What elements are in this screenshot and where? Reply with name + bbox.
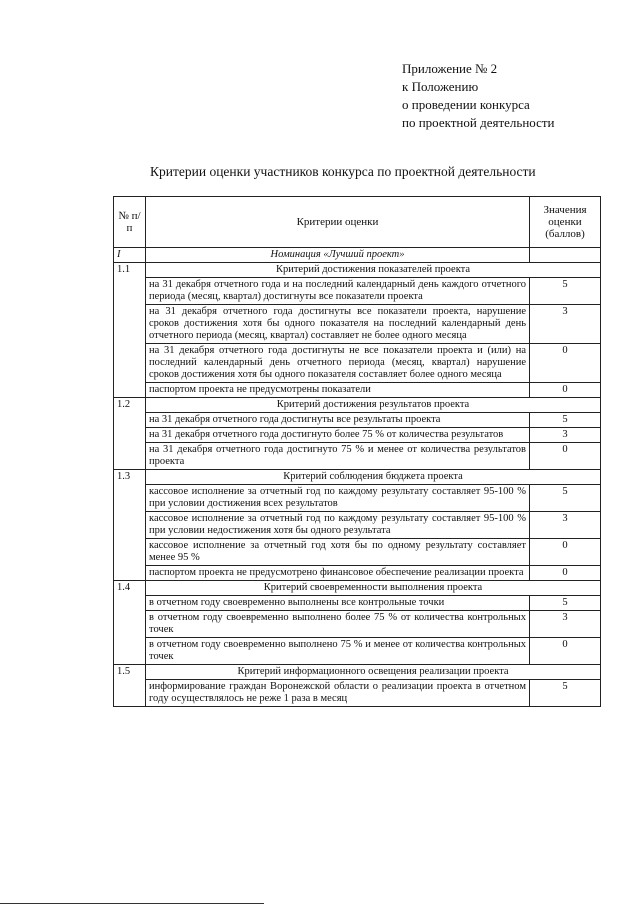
criterion-condition: на 31 декабря отчетного года достигнуты все показатели проекта, нарушение сроков достижения хотя бы одного показателя на последний календарный день отчетного периода (месяц, квартал) составляет не более одного месяца (146, 305, 530, 344)
score-value: 5 (530, 596, 601, 611)
criterion-group-row (114, 398, 601, 413)
criterion-condition: в отчетном году своевременно выполнено 75 % и менее от количества контрольных точек (146, 638, 530, 665)
score-value: 3 (530, 428, 601, 443)
criterion-condition: кассовое исполнение за отчетный год хотя бы по одному результату составляет менее 95 % (146, 539, 530, 566)
criterion-condition: на 31 декабря отчетного года достигнуты не все показатели проекта и (или) на последний календарный день отчетного периода (месяц, квартал) нарушение сроков достижения хотя бы одного показателя составляет более одного месяца (146, 344, 530, 383)
score-value: 5 (530, 278, 601, 305)
table-row (114, 539, 601, 566)
score-value: 0 (530, 443, 601, 470)
criterion-condition: паспортом проекта не предусмотрено финансовое обеспечение реализации проекта (146, 566, 530, 581)
score-value: 3 (530, 512, 601, 539)
section-value-cell (530, 248, 601, 263)
document-title: Критерии оценки участников конкурса по проектной деятельности (150, 164, 536, 179)
appendix-line: к Положению (402, 79, 479, 94)
criterion-group-row (114, 470, 601, 485)
score-value: 0 (530, 539, 601, 566)
criterion-title: Критерий достижения результатов проекта (146, 398, 601, 413)
score-value: 5 (530, 680, 601, 707)
criterion-group-row (114, 263, 601, 278)
table-row (114, 485, 601, 512)
table-row (114, 596, 601, 611)
criterion-number: 1.3 (114, 470, 146, 581)
table-row (114, 428, 601, 443)
table-row (114, 443, 601, 470)
table-row (114, 305, 601, 344)
criterion-title: Критерий своевременности выполнения проекта (146, 581, 601, 596)
criterion-title: Критерий информационного освещения реализации проекта (146, 665, 601, 680)
table-row (114, 566, 601, 581)
criterion-condition: на 31 декабря отчетного года достигнуто 75 % и менее от количества результатов проекта (146, 443, 530, 470)
criterion-condition: на 31 декабря отчетного года достигнуто более 75 % от количества результатов (146, 428, 530, 443)
header-value: Значения оценки (баллов) (530, 197, 601, 248)
header-number: № п/п (114, 197, 146, 248)
score-value: 3 (530, 611, 601, 638)
score-value: 3 (530, 305, 601, 344)
score-value: 0 (530, 566, 601, 581)
table-header-row (114, 197, 601, 248)
section-title: Номинация «Лучший проект» (146, 248, 530, 263)
table-row (114, 278, 601, 305)
criterion-number: 1.5 (114, 665, 146, 707)
score-value: 0 (530, 383, 601, 398)
criterion-number: 1.2 (114, 398, 146, 470)
criterion-group-row (114, 665, 601, 680)
score-value: 0 (530, 344, 601, 383)
criteria-table (113, 196, 601, 707)
appendix-line: о проведении конкурса (402, 97, 530, 112)
footnote-divider (0, 903, 264, 904)
criterion-condition: информирование граждан Воронежской области о реализации проекта в отчетном году осуществлялось не реже 1 раза в месяц (146, 680, 530, 707)
table-row (114, 611, 601, 638)
criterion-condition: паспортом проекта не предусмотрены показатели (146, 383, 530, 398)
table-row (114, 413, 601, 428)
criterion-title: Критерий соблюдения бюджета проекта (146, 470, 601, 485)
table-row (114, 638, 601, 665)
criterion-title: Критерий достижения показателей проекта (146, 263, 601, 278)
table-row (114, 344, 601, 383)
appendix-line: Приложение № 2 (402, 61, 498, 76)
appendix-line: по проектной деятельности (402, 115, 555, 130)
criterion-condition: на 31 декабря отчетного года и на последний календарный день каждого отчетного периода (месяц, квартал) достигнуты все показатели проекта (146, 278, 530, 305)
criterion-number: 1.4 (114, 581, 146, 665)
section-number: I (114, 248, 146, 263)
criterion-condition: кассовое исполнение за отчетный год по каждому результату составляет 95-100 % при условии достижения всех результатов (146, 485, 530, 512)
criterion-condition: в отчетном году своевременно выполнены все контрольные точки (146, 596, 530, 611)
table-row (114, 383, 601, 398)
table-row (114, 680, 601, 707)
header-criteria: Критерии оценки (146, 197, 530, 248)
appendix-block (402, 60, 555, 132)
criterion-condition: в отчетном году своевременно выполнено более 75 % от количества контрольных точек (146, 611, 530, 638)
score-value: 5 (530, 485, 601, 512)
section-row (114, 248, 601, 263)
criterion-group-row (114, 581, 601, 596)
criterion-condition: на 31 декабря отчетного года достигнуты все результаты проекта (146, 413, 530, 428)
criterion-condition: кассовое исполнение за отчетный год по каждому результату составляет 95-100 % при условии недостижения хотя бы одного результата (146, 512, 530, 539)
score-value: 0 (530, 638, 601, 665)
score-value: 5 (530, 413, 601, 428)
criterion-number: 1.1 (114, 263, 146, 398)
table-row (114, 512, 601, 539)
